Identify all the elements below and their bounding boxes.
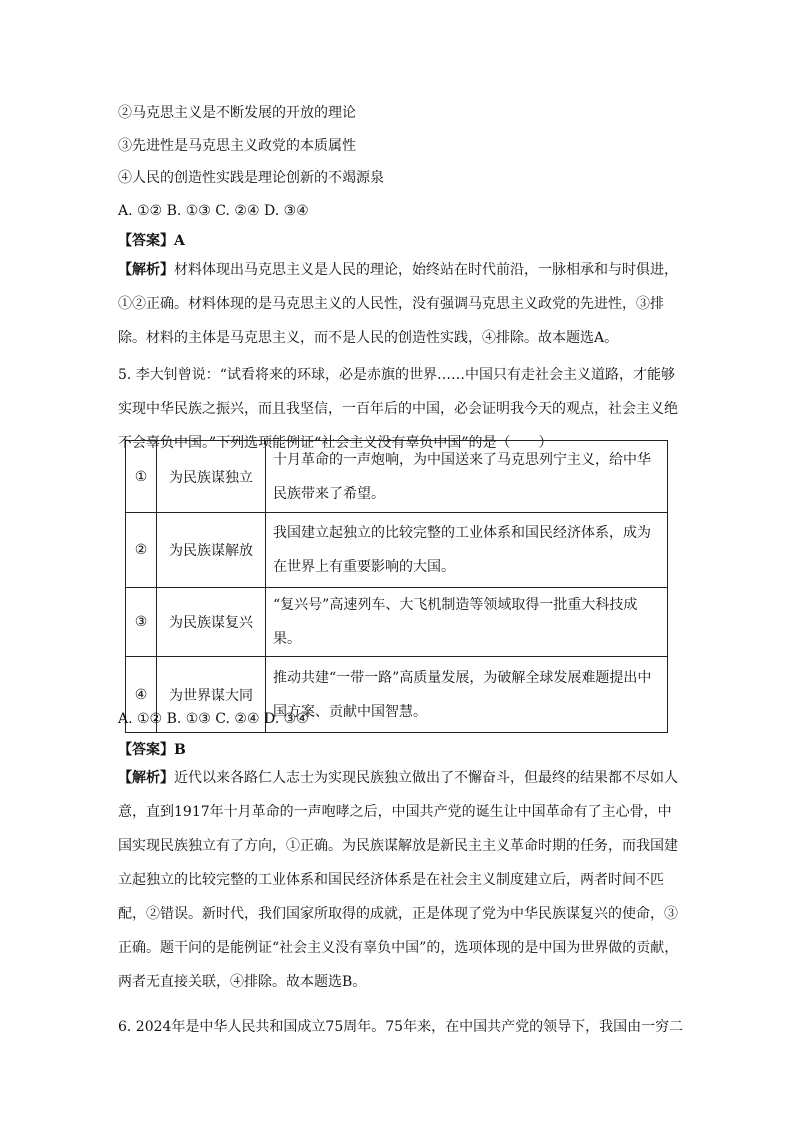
statement-3: ③先进性是马克思主义政党的本质属性 bbox=[118, 138, 356, 154]
row-label: 为世界谋大同 bbox=[157, 657, 266, 733]
q5-analysis-text: 近代以来各路仁人志士为实现民族独立做出了不懈奋斗，但最终的结果都不尽如人意，直到1917年十月革命的一声咆哮之后，中国共产党的诞生让中国革命有了主心骨，中国实现民族独立有了方向，①正确。为民族谋解放是新民主主义革命时期的任务，而我国建立起独立的比较完整的工业体系和国民经济体系是在社会主义制度建立后，两者时间不匹配，②错误。新时代，我们国家所取得的成就，正是体现了党为中华民族谋复兴的使命，③正确。题干问的是能例证“社会主义没有辜负中国”的，选项体现的是中国为世界做的贡献，两者无直接关联，④排除。故本题选B。 bbox=[118, 770, 679, 990]
q6-stem: 6. 2024年是中华人民共和国成立75周年。75年来，在中国共产党的领导下，我国由一穷二 bbox=[118, 1019, 684, 1035]
q4-analysis-text: 材料体现出马克思主义是人民的理论，始终站在时代前沿，一脉相承和与时俱进，①②正确。材料体现的是马克思主义的人民性，没有强调马克思主义政党的先进性，③排除。材料的主体是马克思主义，而不是人民的创造性实践，④排除。故本题选A。 bbox=[118, 262, 678, 346]
q5-analysis bbox=[118, 761, 683, 999]
table-row bbox=[126, 441, 668, 513]
q5-options: A. ①② B. ①③ C. ②④ D. ③④ bbox=[118, 711, 309, 727]
row-description: 推动共建“一带一路”高质量发展，为破解全球发展难题提出中国方案、贡献中国智慧。 bbox=[266, 657, 668, 733]
table-row bbox=[126, 513, 668, 588]
statement-4: ④人民的创造性实践是理论创新的不竭源泉 bbox=[118, 170, 384, 186]
row-label: 为民族谋独立 bbox=[157, 441, 266, 513]
q4-answer: 【答案】A bbox=[118, 233, 185, 249]
statement-2: ②马克思主义是不断发展的开放的理论 bbox=[118, 105, 356, 121]
q4-analysis-label: 【解析】 bbox=[118, 262, 174, 278]
q5-analysis-label: 【解析】 bbox=[118, 770, 174, 786]
row-number: ① bbox=[126, 441, 157, 513]
q5-answer: 【答案】B bbox=[118, 742, 186, 758]
row-number: ② bbox=[126, 513, 157, 588]
q4-analysis bbox=[118, 253, 683, 355]
q4-options: A. ①② B. ①③ C. ②④ D. ③④ bbox=[118, 203, 309, 219]
row-number: ③ bbox=[126, 588, 157, 657]
row-description: 十月革命的一声炮响，为中国送来了马克思列宁主义，给中华民族带来了希望。 bbox=[266, 441, 668, 513]
q5-stem: 5. 李大钊曾说：“试看将来的环球，必是赤旗的世界……中国只有走社会主义道路，才能够实现中华民族之振兴，而且我坚信，一百年后的中国，必会证明我今天的观点，社会主义绝不会辜负中国。”下列选项能例证“社会主义没有辜负中国”的是（ ） bbox=[118, 367, 678, 451]
q5-options-table bbox=[125, 440, 668, 733]
row-label: 为民族谋复兴 bbox=[157, 588, 266, 657]
row-description: “复兴号”高速列车、大飞机制造等领域取得一批重大科技成果。 bbox=[266, 588, 668, 657]
row-description: 我国建立起独立的比较完整的工业体系和国民经济体系，成为在世界上有重要影响的大国。 bbox=[266, 513, 668, 588]
table-row bbox=[126, 588, 668, 657]
row-number: ④ bbox=[126, 657, 157, 733]
row-label: 为民族谋解放 bbox=[157, 513, 266, 588]
